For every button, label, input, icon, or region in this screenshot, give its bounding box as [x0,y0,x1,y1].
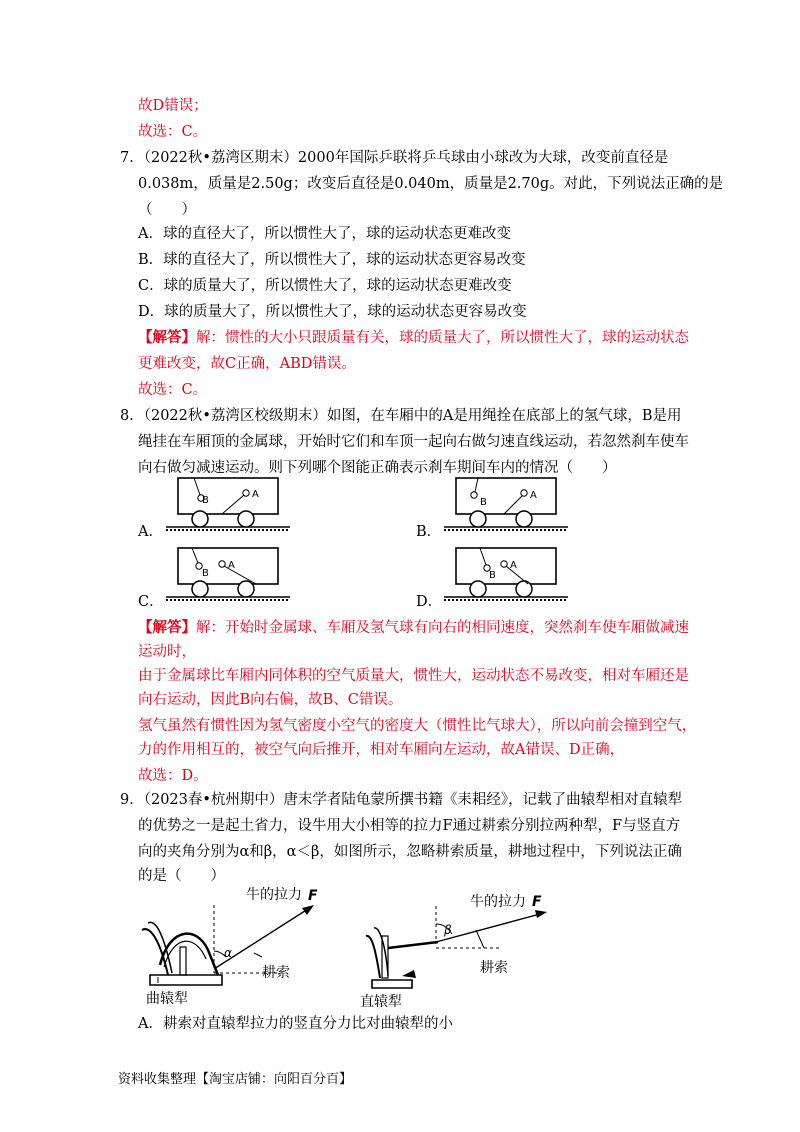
force-label: 牛的拉力 [246,887,302,903]
wheel-right [238,511,254,527]
q8-stem-3: 向右做匀减速运动。则下列哪个图能正确表示刹车期间车内的情况（ ） [138,460,617,476]
q7-stem-1: 7．（2022秋•荔湾区期末）2000年国际乒联将乒乓球由小球改为大球，改变前直径是 [120,150,669,166]
q8-answer-4: 向右运动，因此B向右偏，故B、C错误。 [138,692,403,708]
q9-stem-4: 的是（ ） [138,868,225,884]
wheel-left [192,511,208,527]
q7-answer-tag: 【解答】 [138,329,196,346]
force-arrow-line [214,909,308,969]
q8-label-b: B． [416,524,442,540]
q7-answer-1 [138,328,689,348]
q8-figure-a [164,474,292,534]
wheel-left [470,511,486,527]
plow-straight-shaft [388,942,438,948]
wheel-left [470,581,486,597]
ball-a-label: A [228,560,235,571]
q8-answer-text: 解：开始时金属球、车厢及氢气球有向右的相同速度，突然刹车使车厢做减速 [196,620,689,636]
q8-stem-2: 绳挂在车厢顶的金属球，开始时它们和车顶一起向右做匀速直线运动，若忽然刹车使车 [138,434,689,450]
q7-stem-2: 0.038m，质量是2.50g；改变后直径是0.040m，质量是2.70g。对此，下列说法正确的是 [138,176,724,192]
force-arrowhead [302,905,314,915]
string-a [222,495,244,514]
wheel-right [516,511,532,527]
q7-choice: 故选：C。 [138,382,208,398]
ball-b-label: B [202,495,209,506]
q8-figure-d [442,544,570,604]
ball-a [521,490,527,496]
string-b [480,548,486,565]
string-a [504,496,522,514]
q9-figure-straight-plow [352,892,562,1017]
q9-stem-2: 的优势之一是起土省力，设牛用大小相等的拉力F通过耕索分别拉两种犁，F与竖直方 [138,818,681,834]
q8-answer-tag: 【解答】 [138,619,196,636]
plow-base [150,975,222,985]
rope-pointer [254,953,262,957]
q7-option-a: A．球的直径大了，所以惯性大了，球的运动状态更难改变 [138,226,511,242]
ball-a-label: A [530,490,537,501]
footer-source: 资料收集整理【淘宝店铺：向阳百分百】 [118,1072,353,1087]
q7-option-d: D．球的质量大了，所以惯性大了，球的运动状态更容易改变 [138,304,527,320]
plow-post [180,947,186,975]
angle-alpha-label: α [224,946,232,960]
ball-a [243,490,249,496]
ball-a [501,561,507,567]
rope-label: 耕索 [480,960,508,976]
prev-line-1: 故D错误； [138,98,208,114]
string-b [194,478,200,495]
q9-figure-curved-plow [130,885,340,1010]
q7-option-c: C．球的质量大了，所以惯性大了，球的运动状态更难改变 [138,278,512,294]
string-b [192,548,198,563]
ball-a [219,561,225,567]
ball-a-label: A [510,560,517,571]
q8-label-c: C． [138,594,164,610]
plow-caption: 曲辕犁 [146,991,188,1007]
q8-label-a: A． [138,524,163,540]
q9-option-a: A．耕索对直辕犁拉力的竖直分力比对曲辕犁的小 [138,1016,453,1032]
force-label: 牛的拉力 [470,894,526,910]
q7-stem-3: （ ） [138,202,196,218]
prev-line-2: 故选：C。 [138,124,208,140]
plow-caption: 直辕犁 [360,994,402,1010]
ball-b-label: B [480,497,487,508]
q7-answer-text: 解：惯性的大小只跟质量有关，球的质量大了，所以惯性大了，球的运动状态 [196,330,689,346]
q8-answer-6: 力的作用相互的，被空气向后推开，相对车厢向左运动，故A错误、D正确， [138,742,625,758]
q8-answer-3: 由于金属球比车厢内同体积的空气质量大，惯性大，运动状态不易改变，相对车厢还是 [138,668,689,684]
angle-beta-label: β [444,923,452,937]
q8-figure-c [164,544,292,604]
q7-option-b: B．球的直径大了，所以惯性大了，球的运动状态更容易改变 [138,252,526,268]
ball-b [471,492,477,498]
q8-answer-2: 运动时， [138,644,196,660]
q8-stem-1: 8．（2022秋•荔湾区校级期末）如图，在车厢中的A是用绳拴在底部上的氢气球，B是用 [120,408,682,424]
ball-a-label: A [252,489,259,500]
wheel-left [192,581,208,597]
rope-pointer [476,930,484,948]
force-arrowhead [535,910,547,918]
force-symbol: F [308,888,318,904]
q8-label-d: D． [416,594,443,610]
plow-base [372,980,412,988]
force-symbol: F [532,894,542,910]
q7-answer-2: 更难改变，故C正确，ABD错误。 [138,356,356,372]
plow-handle [366,936,380,978]
q8-choice: 故选：D。 [138,768,208,784]
q9-stem-1: 9．（2023春•杭州期中）唐末学者陆龟蒙所撰书籍《耒耜经》，记载了曲辕犁相对直辕犁 [120,792,683,808]
q8-answer-1 [138,618,689,638]
q8-figure-b [442,474,570,534]
ball-b-label: B [489,570,496,581]
q8-answer-5: 氢气虽然有惯性因为氢气密度小空气的密度大（惯性比气球大），所以向前会撞到空气， [138,718,697,734]
string-b [475,478,478,492]
plow-tip [402,970,416,978]
wheel-right [238,581,254,597]
wheel-right [516,581,532,597]
q9-stem-3: 向的夹角分别为α和β，α＜β，如图所示，忽略耕索质量，耕地过程中，下列说法正确 [138,844,682,860]
ball-b-label: B [202,568,209,579]
rope-label: 耕索 [262,965,290,981]
